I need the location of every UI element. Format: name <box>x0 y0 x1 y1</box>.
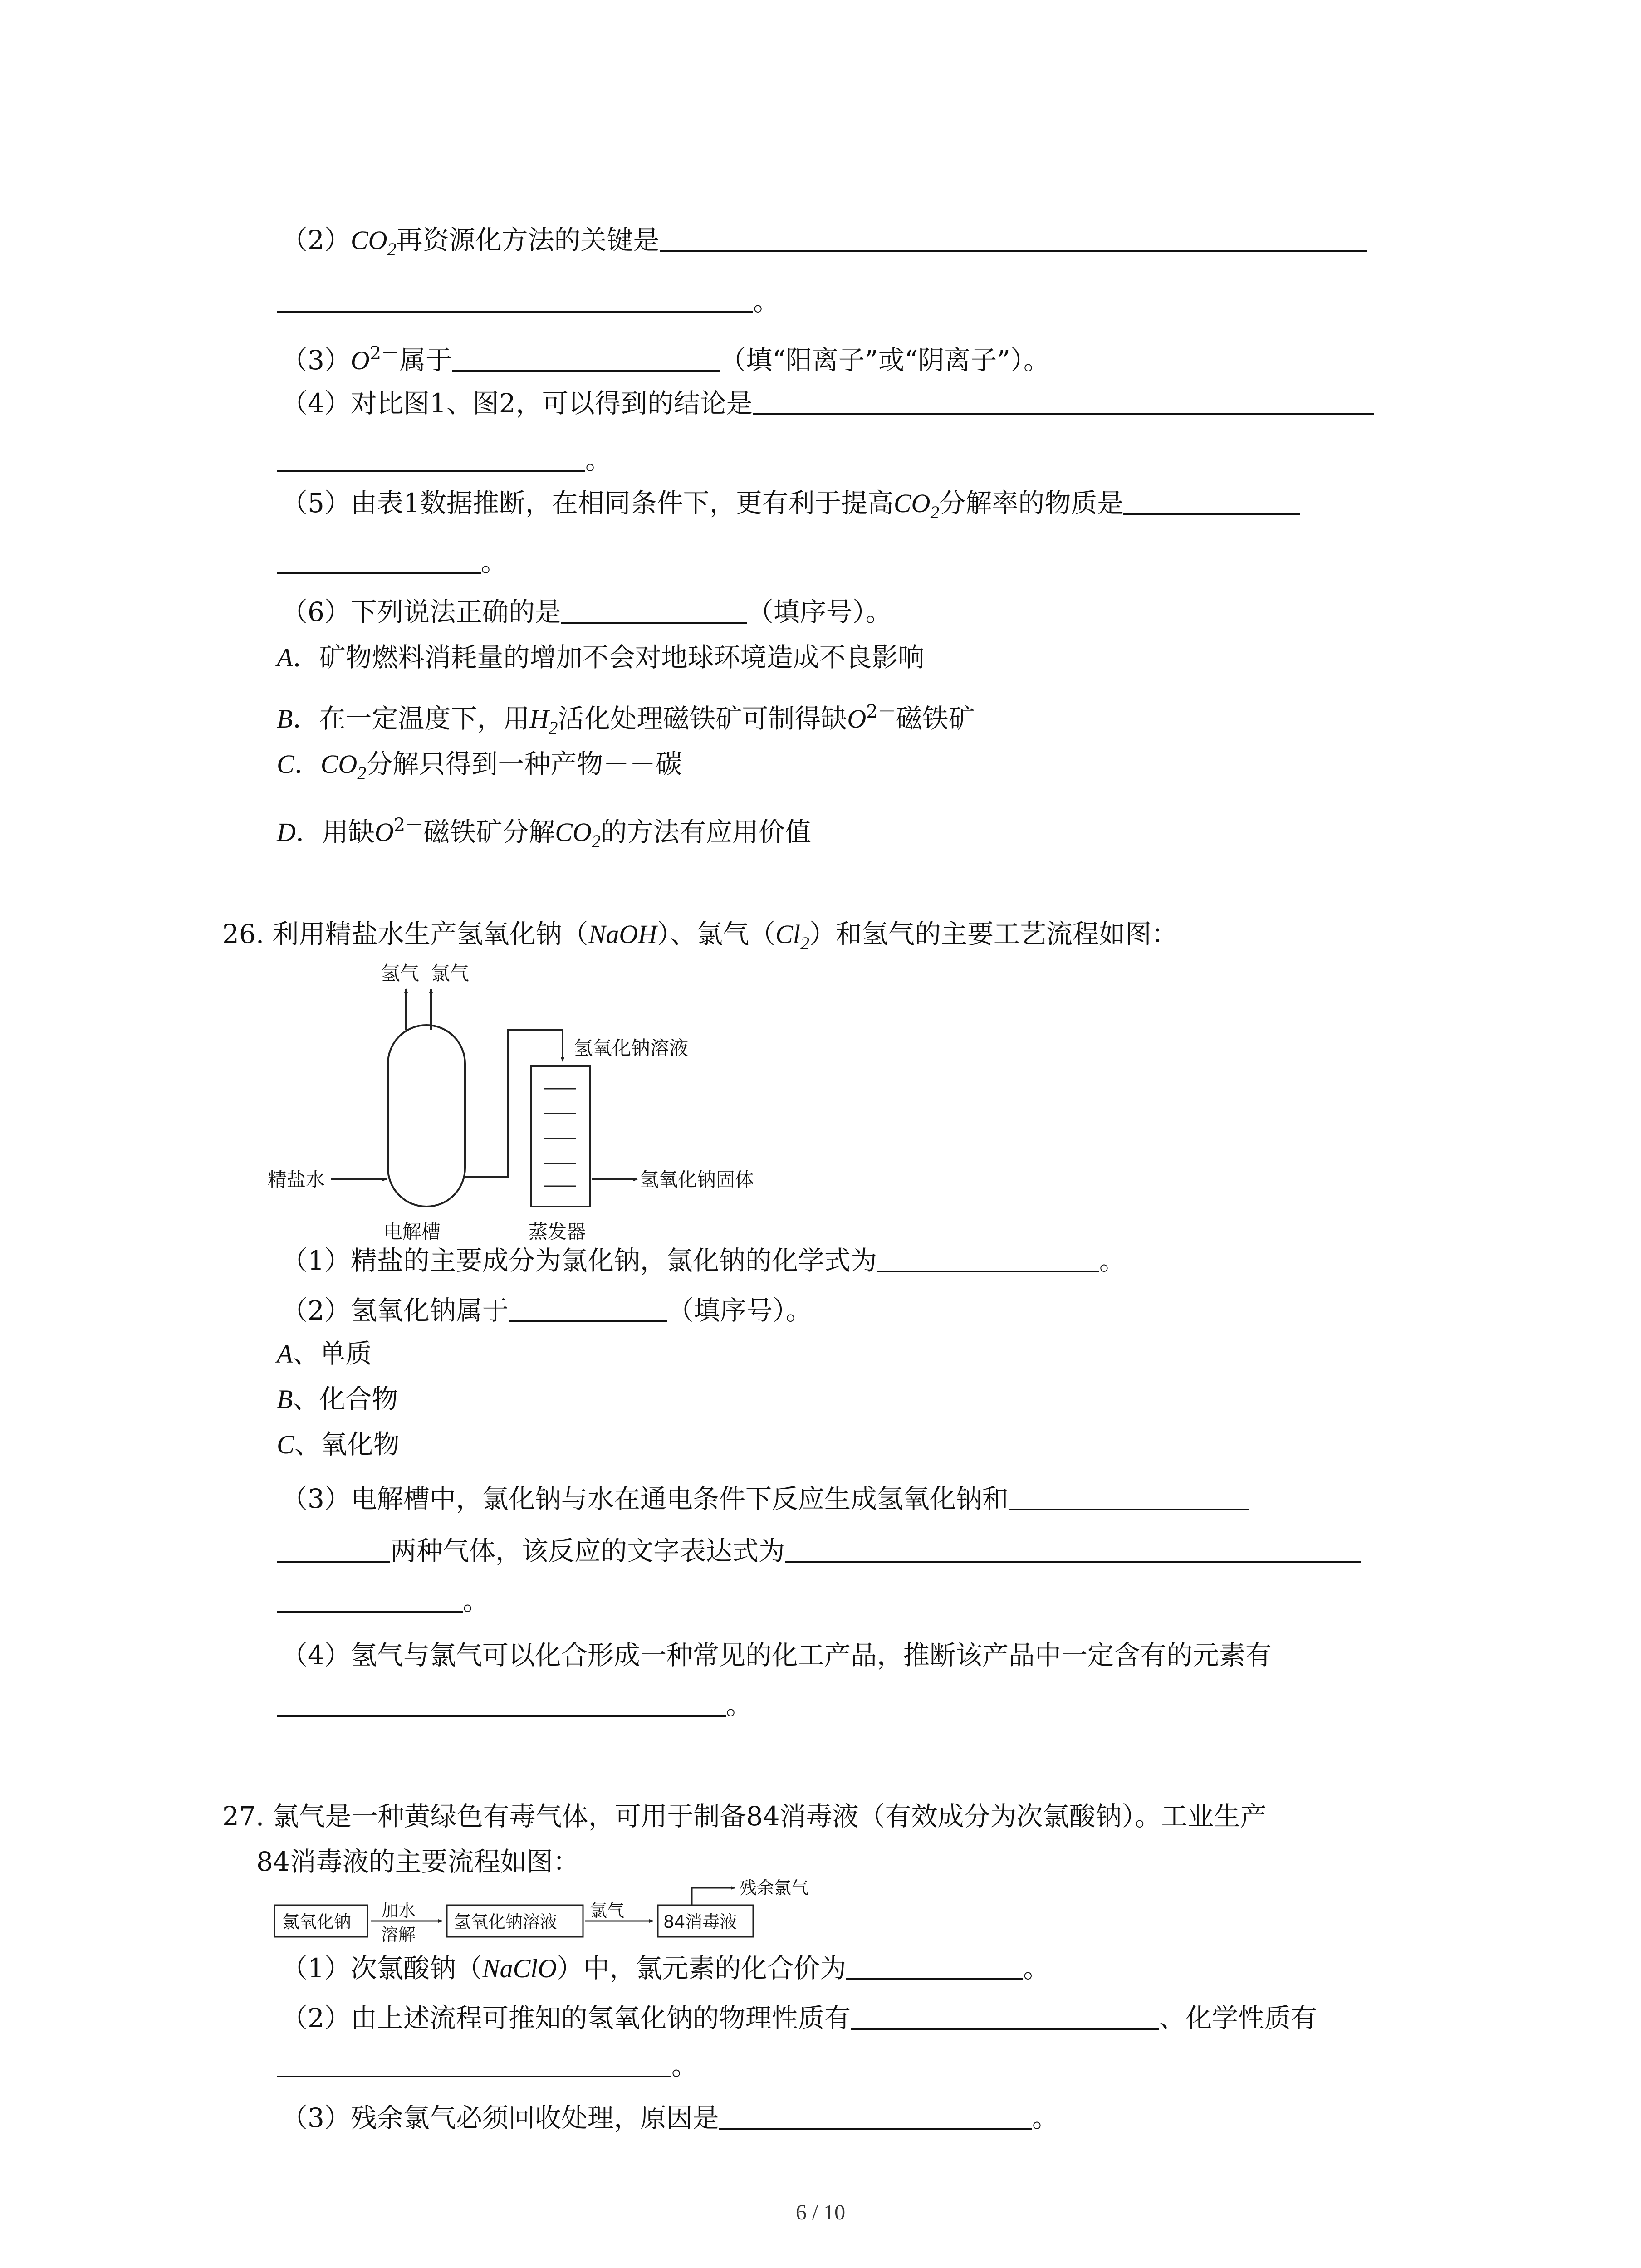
flow-box-3-label: 84消毒液 <box>663 1912 737 1932</box>
page-number: 6 / 10 <box>795 2200 846 2224</box>
residual-arrow <box>692 1888 735 1905</box>
chlorine-gas-label: 氯气 <box>431 962 470 984</box>
q25-part3: $(3)O^{2-}$属于 （填“阳离子”或“阴离子”）。 <box>281 343 1050 376</box>
residual-label: 残余氯气 <box>740 1878 809 1898</box>
connecting-pipe <box>465 1030 563 1177</box>
q27-stem-line1: 27. 氯气是一种黄绿色有毒气体，可用于制备84消毒液（有效成分为次氯酸钠）。工业生产 <box>222 1801 1267 1832</box>
q27-part2: （2）由上述流程可推知的氢氧化钠的物理性质有 、化学性质有 <box>281 2000 1317 2036</box>
answer-blank[interactable] <box>851 2001 1159 2030</box>
answer-blank[interactable] <box>509 1293 667 1322</box>
q27-part3: （3）残余氯气必须回收处理，原因是 。 <box>281 2100 1058 2136</box>
answer-blank[interactable] <box>277 284 753 313</box>
answer-blank[interactable] <box>277 1688 726 1717</box>
q26-part3-cont: 两种气体，该反应的文字表达式为 <box>277 1533 1361 1569</box>
answer-blank[interactable] <box>1123 486 1300 515</box>
answer-blank[interactable] <box>719 2101 1032 2130</box>
answer-blank[interactable] <box>1009 1481 1249 1510</box>
answer-blank[interactable] <box>277 2048 671 2077</box>
naoh-solution-label: 氢氧化钠溶液 <box>574 1037 689 1059</box>
q27-stem-line2: 84消毒液的主要流程如图： <box>256 1846 579 1877</box>
naoh-solid-label: 氢氧化钠固体 <box>640 1168 754 1191</box>
step2-label: 氯气 <box>590 1901 625 1921</box>
q25-part5: （5）由表1数据推断，在相同条件下，更有利于提高$CO_2$分解率的物质是 <box>281 485 1300 530</box>
q25-option-a: A．矿物燃料消耗量的增加不会对地球环境造成不良影响 <box>277 642 925 673</box>
q26-option-b: B、化合物 <box>277 1383 398 1414</box>
step1-bottom-label: 溶解 <box>381 1925 416 1945</box>
answer-blank[interactable] <box>277 545 481 574</box>
q27-part2-cont: 。 <box>277 2048 698 2083</box>
step1-top-label: 加水 <box>381 1901 416 1921</box>
answer-blank[interactable] <box>452 343 720 372</box>
disinfectant-flow-diagram <box>272 1878 862 1946</box>
q27-part1: （1）次氯酸钠（NaClO）中，氯元素的化合价为 。 <box>281 1950 1049 1986</box>
q26-stem: 26. 利用精盐水生产氢氧化钠（NaOH）、氯气$(Cl_2)$和氢气的主要工艺流程如图： <box>222 919 1178 953</box>
q26-part4: （4）氢气与氯气可以化合形成一种常见的化工产品，推断该产品中一定含有的元素有 <box>281 1640 1272 1671</box>
q25-part6: （6）下列说法正确的是 （填序号）。 <box>281 594 892 630</box>
q25-part2-cont: 。 <box>277 284 779 319</box>
flow-box-1-label: 氯氧化钠 <box>282 1912 352 1932</box>
cell-label: 电解槽 <box>383 1221 441 1243</box>
q25-part4: （4）对比图1、图2，可以得到的结论是 <box>281 386 1374 421</box>
q26-part1: （1）精盐的主要成分为氯化钠，氯化钠的化学式为 。 <box>281 1243 1126 1278</box>
electrolysis-cell <box>388 1025 465 1207</box>
answer-blank[interactable] <box>277 1534 390 1563</box>
q26-part2: （2）氢氧化钠属于 （填序号）。 <box>281 1293 812 1328</box>
answer-blank[interactable] <box>753 386 1374 415</box>
answer-blank[interactable] <box>277 443 585 472</box>
q26-part3-cont2: 。 <box>277 1583 489 1618</box>
q26-option-c: C、氧化物 <box>277 1429 400 1460</box>
electrolysis-process-diagram <box>268 957 821 1252</box>
answer-blank[interactable] <box>277 1584 463 1613</box>
evaporator-label: 蒸发器 <box>529 1221 586 1243</box>
q25-part2: $(2)CO_2$再资源化方法的关键是 <box>281 222 1367 267</box>
answer-blank[interactable] <box>785 1534 1361 1563</box>
q25-part4-cont: 。 <box>277 442 612 478</box>
q26-option-a: A、单质 <box>277 1338 372 1369</box>
answer-blank[interactable] <box>660 223 1367 252</box>
q25-option-c: C．$CO_2$分解只得到一种产物－－碳 <box>277 748 682 783</box>
q26-part4-cont: 。 <box>277 1687 752 1723</box>
brine-label: 精盐水 <box>268 1168 325 1191</box>
answer-blank[interactable] <box>877 1243 1099 1272</box>
flow-box-2-label: 氢氧化钠溶液 <box>454 1912 558 1932</box>
q25-option-d: D．用缺$O^{2-}$磁铁矿分解$CO_2$的方法有应用价值 <box>277 815 811 851</box>
q25-part5-cont: 。 <box>277 544 507 580</box>
answer-blank[interactable] <box>846 1951 1023 1980</box>
hydrogen-gas-label: 氢气 <box>381 962 420 984</box>
q26-part3: （3）电解槽中，氯化钠与水在通电条件下反应生成氢氧化钠和 <box>281 1481 1249 1516</box>
q25-option-b: B．在一定温度下，用$H_2$活化处理磁铁矿可制得缺$O^{2-}$磁铁矿 <box>277 701 975 738</box>
answer-blank[interactable] <box>561 595 747 624</box>
